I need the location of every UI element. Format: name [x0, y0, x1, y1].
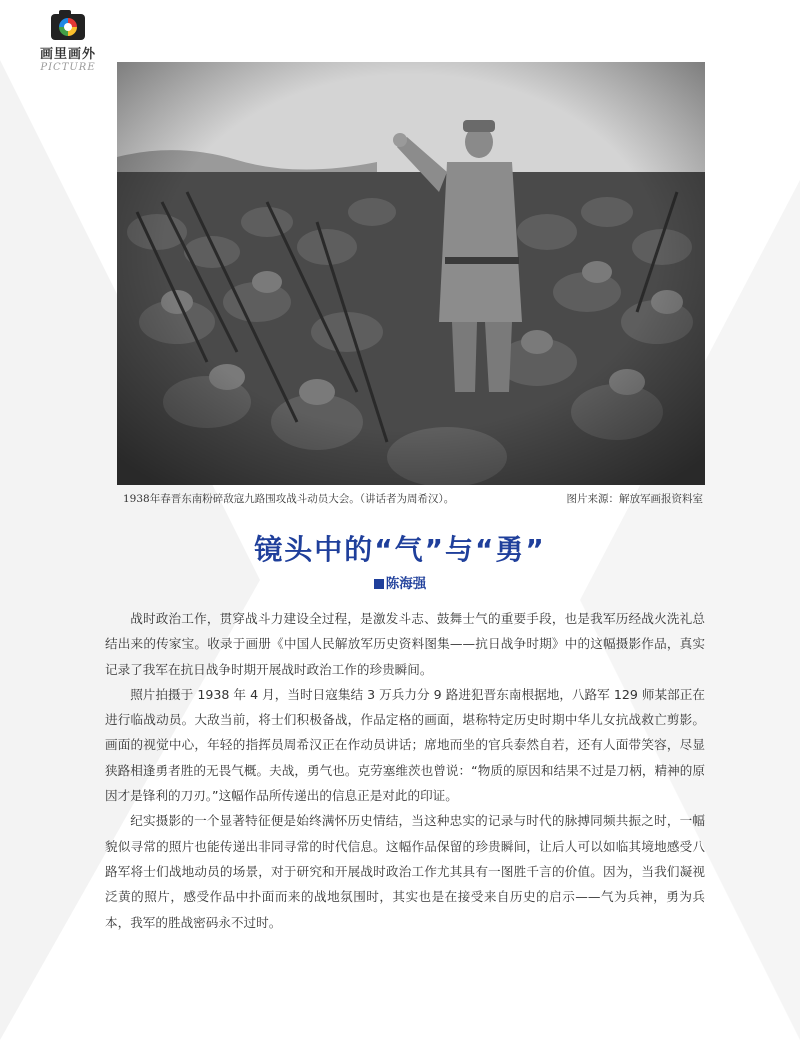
article-title: 镜头中的“气”与“勇”: [254, 533, 546, 566]
paragraph: 纪实摄影的一个显著特征便是始终满怀历史情结，当这种忠实的记录与时代的脉搏同频共振之时，一幅貌似寻常的照片也能传递出非同寻常的时代信息。这幅作品保留的珍贵瞬间，让后人可以如临其境地感受八路军将士们战地动员的场景，对于研究和开展战时政治工作尤其具有一图胜千言的价值。因为，当我们凝视泛黄的照片，感受作品中扑面而来的战地氛围时，其实也是在接受来自历史的启示——气为兵神，勇为兵本，我军的胜战密码永不过时。: [105, 813, 705, 930]
logo-title-cn: 画里画外: [39, 47, 96, 62]
photo-credit: 图片来源：解放军画报资料室: [566, 493, 703, 505]
square-bullet-icon: [374, 579, 384, 589]
paragraph: 照片拍摄于 1938 年 4 月，当时日寇集结 3 万兵力分 9 路进犯晋东南根据地，八路军 129 师某部正在进行临战动员。大敌当前，将士们积极备战，作品定格的画面，堪称特定历史时期中华儿女抗战救亡剪影。画面的视觉中心，年轻的指挥员周希汉正在作动员讲话；席地而坐的官兵泰然自若，还有人面带笑容，尽显狭路相逢勇者胜的无畏气概。夫战，勇气也。克劳塞维茨也曾说：“物质的原因和结果不过是刀柄，精神的原因才是锋利的刀刃。”这幅作品所传递出的信息正是对此的印证。: [105, 686, 705, 804]
logo-title-en: PICTURE: [40, 62, 96, 73]
photo-illustration: [117, 62, 705, 485]
historical-photo: [117, 62, 705, 485]
photo-caption: 1938年春晋东南粉碎敌寇九路围攻战斗动员大会。（讲话者为周希汉）。: [123, 493, 455, 505]
paragraph: 战时政治工作，贯穿战斗力建设全过程，是激发斗志、鼓舞士气的重要手段，也是我军历经战火洗礼总结出来的传家宝。收录于画册《中国人民解放军历史资料图集——抗日战争时期》中的这幅摄影作品，真实记录了我军在抗日战争时期开展战时政治工作的珍贵瞬间。: [105, 611, 705, 677]
magazine-logo: [33, 14, 103, 73]
photo-caption-row: [123, 491, 703, 506]
camera-icon: [51, 14, 85, 40]
article-body: [105, 606, 705, 935]
article-author: [0, 572, 800, 592]
author-name: 陈海强: [385, 576, 427, 592]
